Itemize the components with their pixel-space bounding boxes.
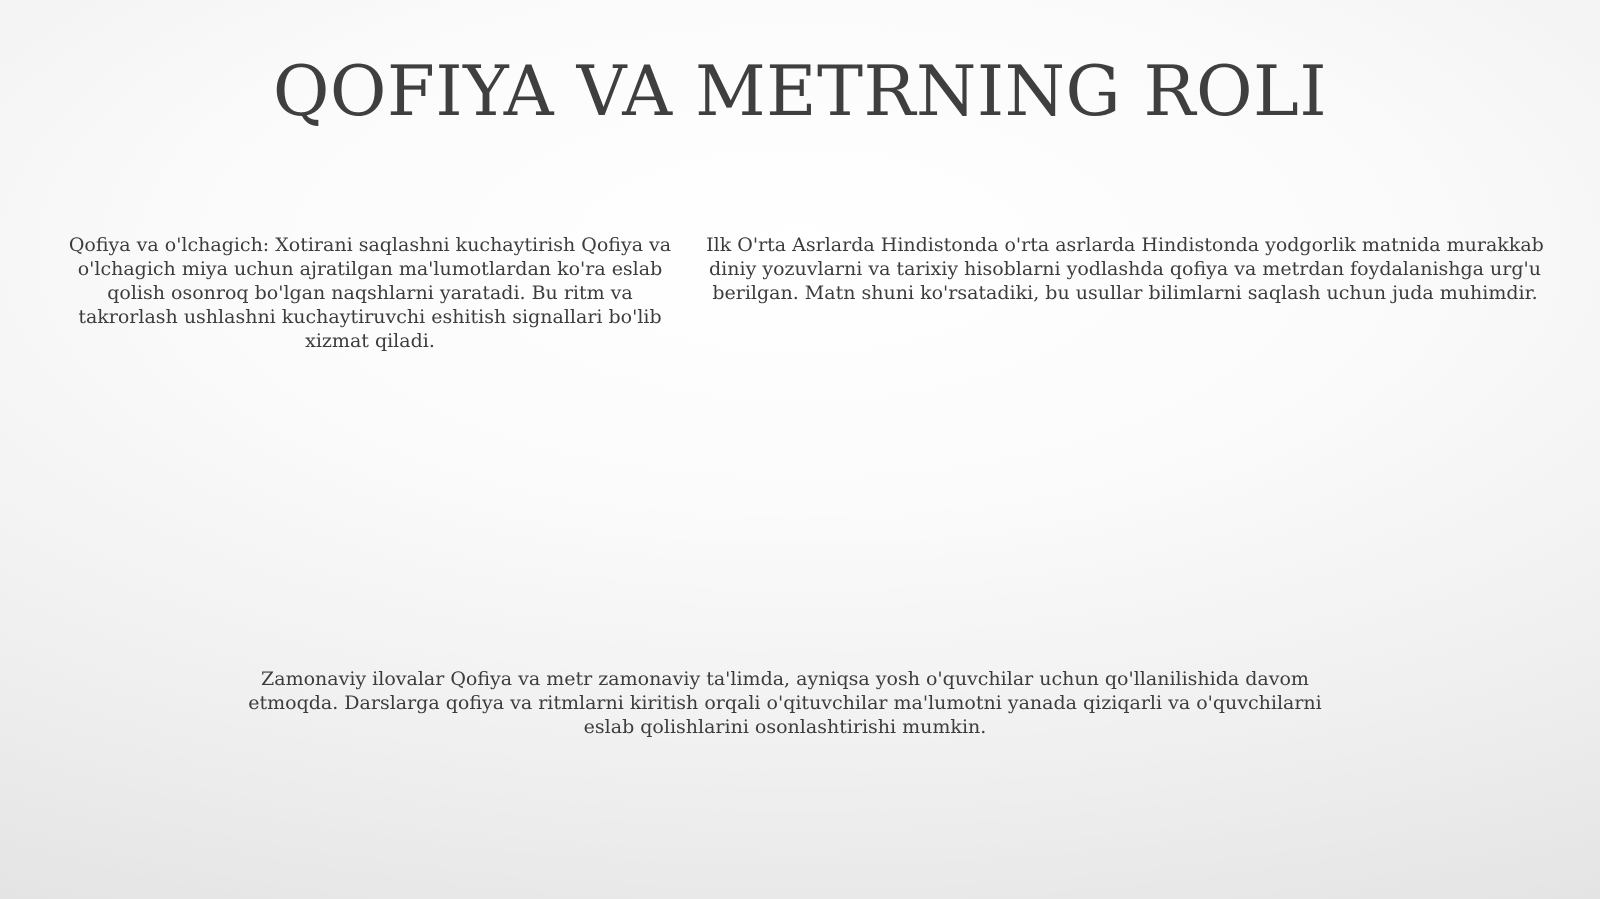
slide-title: QOFIYA VA METRNING ROLI [272,52,1328,132]
text-block-memory: Qofiya va o'lchagich: Xotirani saqlashni kuchaytirish Qofiya va o'lchagich miya uchun ajratilgan ma'lumotlardan ko'ra eslab qolish osonroq bo'lgan naqshlarni yaratadi. Bu ritm va takrorlash ushlashni kuchaytiruvchi eshitish signallari bo'lib xizmat qiladi. [68,234,672,352]
text-block-medieval-india: Ilk O'rta Asrlarda Hindistonda o'rta asrlarda Hindistonda yodgorlik matnida murakkab diniy yozuvlarni va tarixiy hisoblarni yodlashda qofiya va metrdan foydalanishga urg'u berilgan. Matn shuni ko'rsatadiki, bu usullar bilimlarni saqlash uchun juda muhimdir. [706,234,1544,304]
text-block-modern-applications: Zamonaviy ilovalar Qofiya va metr zamonaviy ta'limda, ayniqsa yosh o'quvchilar uchun qo'llanilishida davom etmoqda. Darslarga qofiya va ritmlarni kiritish orqali o'qituvchilar ma'lumotni yanada qiziqarli va o'quvchilarni eslab qolishlarini osonlashtirishi mumkin. [248,668,1322,738]
